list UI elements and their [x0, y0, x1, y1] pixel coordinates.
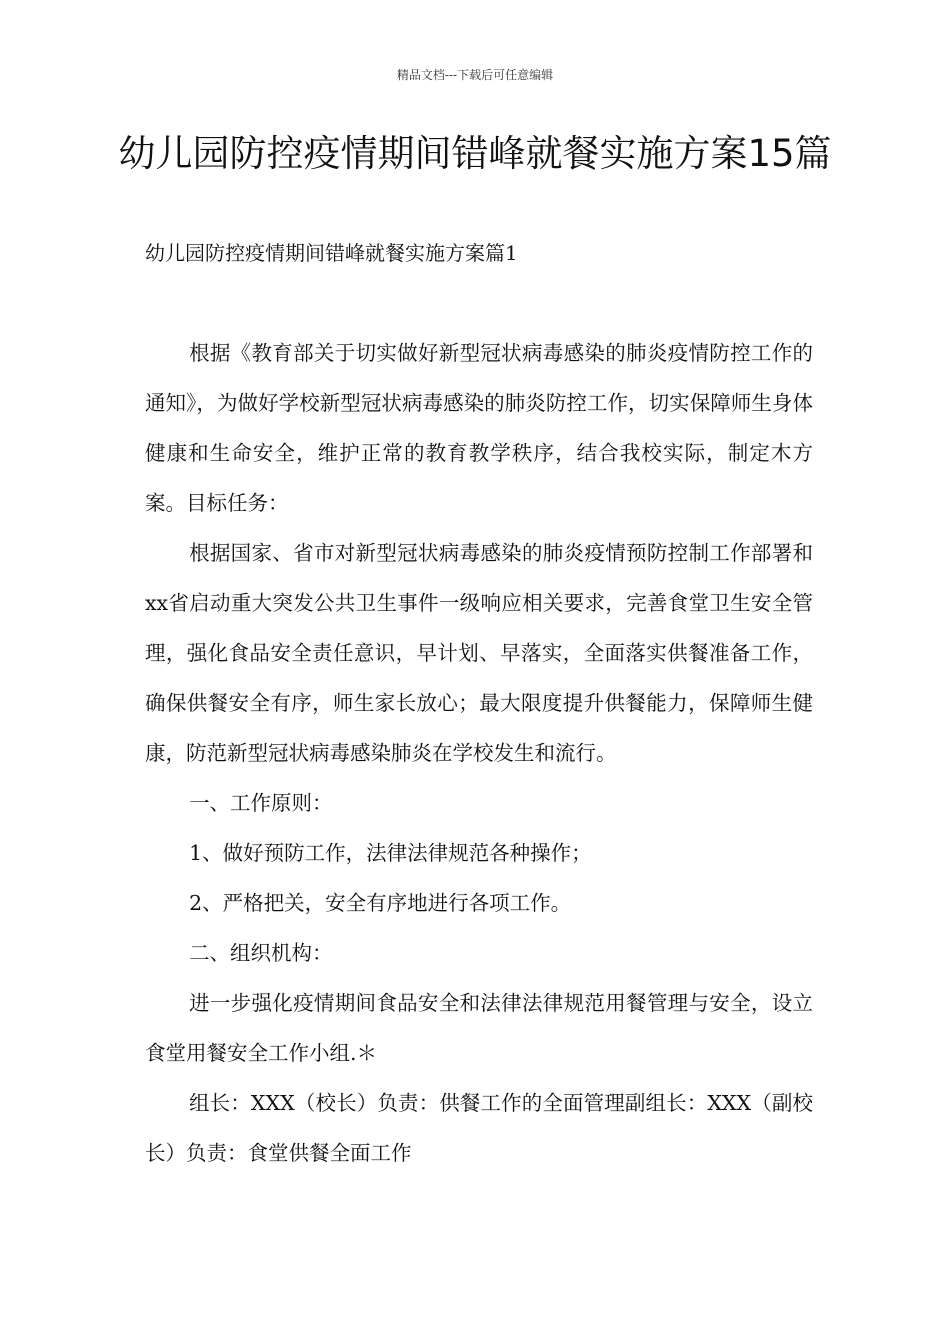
body-paragraph: 根据《教育部关于切实做好新型冠状病毒感染的肺炎疫情防控工作的通知》，为做好学校新型冠状病毒感染的肺炎防控工作，切实保障师生身体健康和生命安全，维护正常的教育教学秩序，结合我校实际，制定木方案。目标任务： [145, 341, 813, 515]
section-heading: 二、组织机构： [189, 941, 333, 965]
body-paragraph: 组长：XXX（校长）负责：供餐工作的全面管理副组长：XXX（副校长）负责：食堂供餐全面工作 [145, 1091, 813, 1165]
body-paragraph: 根据国家、省市对新型冠状病毒感染的肺炎疫情预防控制工作部署和xx省启动重大突发公共卫生事件一级响应相关要求，完善食堂卫生安全管理，强化食品安全责任意识，早计划、早落实，全面落实供餐准备工作，确保供餐安全有序，师生家长放心；最大限度提升供餐能力，保障师生健康，防范新型冠状病毒感染肺炎在学校发生和流行。 [145, 541, 813, 765]
list-item: 2、严格把关，安全有序地进行各项工作。 [189, 891, 572, 915]
document-body [145, 328, 813, 1178]
list-item: 1、做好预防工作，法律法律规范各种操作； [189, 841, 592, 865]
section-heading: 一、工作原则： [189, 791, 333, 815]
body-paragraph: 进一步强化疫情期间食品安全和法律法律规范用餐管理与安全，设立食堂用餐安全工作小组.＊ [145, 991, 813, 1065]
page-header: 精品文档---下载后可任意编辑 [396, 68, 554, 82]
document-title: 幼儿园防控疫情期间错峰就餐实施方案15篇 [118, 132, 832, 175]
section-subtitle: 幼儿园防控疫情期间错峰就餐实施方案篇1 [145, 241, 518, 265]
